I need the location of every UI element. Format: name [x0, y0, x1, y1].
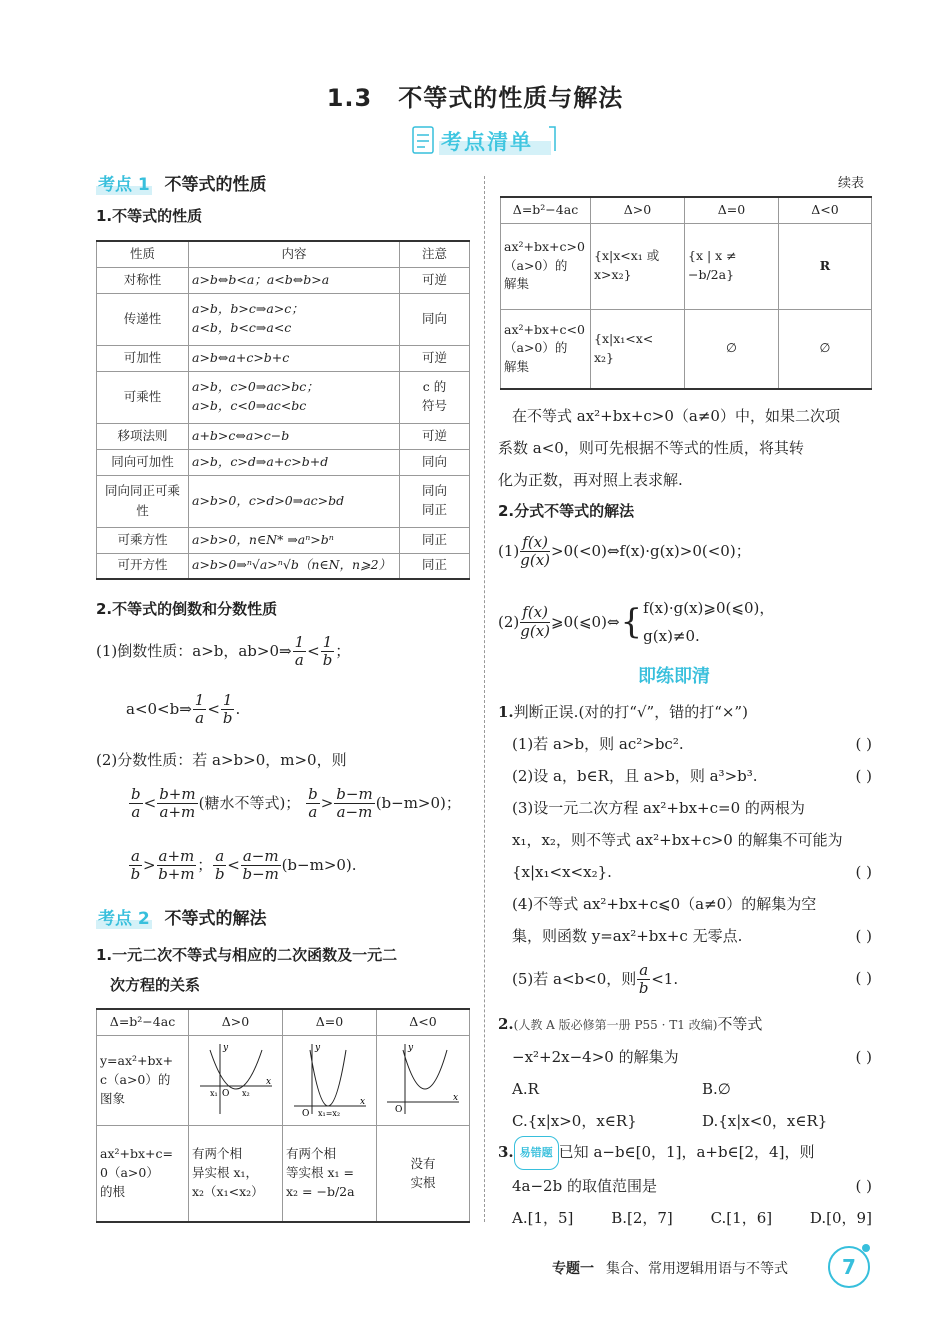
- reciprocal-property: (1)倒数性质：a>b，ab>0⇒ $\frac{1}{a}$ < $\frac{1}{b}$ ；: [96, 633, 351, 670]
- kaodian-2-heading: 考点 2 不等式的解法: [98, 909, 267, 929]
- footer-topic: 专题一 集合、常用逻辑用语与不等式: [552, 1261, 788, 1277]
- kaodian-1-heading: 考点 1 不等式的性质: [98, 175, 267, 195]
- fraction-property-label: (2)分数性质：若 a>b>0，m>0，则: [96, 751, 347, 769]
- sec1-heading: 1.不等式的性质: [96, 207, 203, 225]
- error-prone-badge: 易错题: [514, 1136, 559, 1170]
- column-divider: [484, 176, 485, 1222]
- option-b[interactable]: B.∅: [702, 1080, 731, 1098]
- graph-delta-zero: [283, 1035, 377, 1126]
- section-banner: 考点清单: [411, 123, 557, 157]
- answer-blank[interactable]: ( ): [855, 735, 872, 753]
- option-d[interactable]: D.[0，9]: [809, 1209, 872, 1227]
- solving-paragraph: 在不等式 ax²+bx+c>0（a≠0）中，如果二次项 系数 a<0，则可先根据不等式的性质，将其转 化为正数，再对照上表求解.: [498, 407, 840, 489]
- sec2-heading: 2.不等式的倒数和分数性质: [96, 600, 278, 618]
- svg-text:O: O: [301, 1108, 309, 1118]
- sec3-heading: 1.一元二次不等式与相应的二次函数及一元二 次方程的关系: [96, 946, 398, 994]
- fraction-property-row2: $\frac{a}{b}$ > $\frac{a+m}{b+m}$ ； $\frac{a}{b}$ < $\frac{a-m}{b-m}$ (b−m>0).: [130, 847, 357, 884]
- svg-text:y: y: [314, 1042, 320, 1053]
- fractional-rule-2: (2) $\frac{f(x)}{g(x)}$ ⩾0(⩽0)⇔ { f(x)·g(x)⩾0(⩽0)， g(x)≠0.: [498, 599, 775, 645]
- table-row: 可加性 a>b⇔a+c>b+c 可逆: [97, 345, 470, 371]
- question-3: 3. 易错题 已知 a−b∈[0，1]，a+b∈[2，4]，则 4a−2b 的取值范围是 ( ) A.[1，5] B.[2，7] C.[1，6] D.[0，9]: [498, 1136, 872, 1234]
- table-row: 移项法则 a+b>c⇔a>c−b 可逆: [97, 423, 470, 449]
- option-c[interactable]: C.[1，6]: [710, 1209, 773, 1227]
- svg-text:x₁=x₂: x₁=x₂: [317, 1108, 340, 1118]
- reciprocal-property-2: a<0<b⇒ $\frac{1}{a}$ < $\frac{1}{b}$ .: [126, 691, 241, 728]
- svg-text:y: y: [408, 1042, 414, 1053]
- table-row: 可乘方性 a>b>0，n∈N* ⇒aⁿ>bⁿ 同正: [97, 527, 470, 553]
- question-2: 2.(人教 A 版必修第一册 P55 · T1 改编)不等式 −x²+2x−4>0 的解集为 ( ) A.R B.∅ C.{x|x>0，x∈R} D.{x|x<0，x∈R}: [498, 1008, 872, 1137]
- option-c[interactable]: C.{x|x>0，x∈R}: [512, 1112, 637, 1130]
- table-row: 可乘性 a>b，c>0⇒ac>bc； a>b，c<0⇒ac<bc c 的 符号: [97, 371, 470, 423]
- svg-text:O: O: [221, 1088, 229, 1099]
- table-row: 同向同正可乘性 a>b>0，c>d>0⇒ac>bd 同向 同正: [97, 475, 470, 527]
- page-number: 7: [828, 1246, 870, 1288]
- svg-text:x₂: x₂: [241, 1088, 250, 1098]
- continued-label: 续表: [838, 176, 865, 191]
- svg-text:x: x: [359, 1096, 365, 1107]
- th-content: 内容: [189, 241, 400, 267]
- th-property: 性质: [97, 241, 189, 267]
- properties-table: [96, 240, 470, 580]
- sec4-heading: 2.分式不等式的解法: [498, 502, 635, 520]
- th-note: 注意: [400, 241, 470, 267]
- option-d[interactable]: D.{x|x<0，x∈R}: [702, 1112, 828, 1130]
- answer-blank[interactable]: ( ): [855, 969, 872, 987]
- option-a[interactable]: A.R: [512, 1080, 539, 1098]
- question-1: 1.判断正误.(对的打“√”，错的打“×”) (1)若 a>b，则 ac²>bc². ( ) (2)设 a，b∈R，且 a>b，则 a³>b³. ( ) (3)设一元二次方程 ax²+bx+c=0 的两根为 x₁，x₂，则不等式 ax²+bx+c>0 的解集不可能为 {x|x₁<x<x₂}. ( ) (4)不等式 ax²+bx+c⩽0（a≠0）的解集为空 集，则函数 y=ax²+bx+c 无零点. ( ) (5)若 a<b<0，则 $\frac{a}{b}$ <1. ( ): [498, 703, 872, 998]
- table-row: 对称性 a>b⇔b<a；a<b⇔b>a 可逆: [97, 267, 470, 293]
- parabola-two-roots-graph: [196, 1038, 276, 1118]
- page-dot-icon: [862, 1244, 870, 1252]
- svg-text:x: x: [453, 1092, 459, 1103]
- row-roots-label: ax²+bx+c= 0（a>0） 的根: [97, 1126, 189, 1222]
- parabola-one-root-graph: [290, 1038, 370, 1118]
- table-row: 可开方性 a>b>0⇒ⁿ√a>ⁿ√b（n∈N，n⩾2） 同正: [97, 553, 470, 579]
- graph-delta-negative: [377, 1035, 470, 1126]
- parabola-no-root-graph: [383, 1038, 463, 1118]
- practice-title: 即练即清: [638, 666, 710, 687]
- svg-text:x₁: x₁: [209, 1088, 218, 1098]
- option-b[interactable]: B.[2，7]: [611, 1209, 673, 1227]
- svg-text:y: y: [222, 1042, 228, 1053]
- answer-blank[interactable]: ( ): [855, 1048, 872, 1066]
- table-row: 传递性 a>b，b>c⇒a>c； a<b，b<c⇒a<c 同向: [97, 293, 470, 345]
- table-row: 同向可加性 a>b，c>d⇒a+c>b+d 同向: [97, 449, 470, 475]
- fraction-property-row1: $\frac{b}{a}$ < $\frac{b+m}{a+m}$ (糖水不等式)； $\frac{b}{a}$ > $\frac{b-m}{a-m}$ (b−m>0)；: [131, 785, 461, 822]
- answer-blank[interactable]: ( ): [855, 927, 872, 945]
- continued-table: Δ=b²−4ac Δ>0 Δ=0 Δ<0 ax²+bx+c>0 （a>0）的 解集 {x|x<x₁ 或 x>x₂} {x | x ≠ −b/2a} R ax²+bx+c<0 （a>0）的 解集 {x|x₁<x< x₂} ∅ ∅: [500, 196, 872, 390]
- row-graph-label: y=ax²+bx+ c（a>0）的 图象: [97, 1035, 189, 1126]
- answer-blank[interactable]: ( ): [855, 767, 872, 785]
- fractional-rule-1: (1) $\frac{f(x)}{g(x)}$ >0(<0)⇔f(x)·g(x)>0(<0)；: [498, 533, 751, 570]
- graph-delta-positive: [189, 1035, 283, 1126]
- quadratic-table: Δ=b²−4ac Δ>0 Δ=0 Δ<0 y=ax²+bx+ c（a>0）的 图象 x y x₁ x₂ O x y O x₁=x₂ x y O ax²+bx+c= 0（a>0） 的根 有两个相 异实根 x₁， x₂（x₁<x₂） 有两个相 等实根 x₁ = x₂ = −b/2a 没有 实根: [96, 1008, 470, 1223]
- option-a[interactable]: A.[1，5]: [512, 1209, 574, 1227]
- answer-blank[interactable]: ( ): [855, 863, 872, 881]
- page-title: 1.3 不等式的性质与解法: [326, 84, 624, 112]
- svg-text:O: O: [395, 1104, 403, 1115]
- svg-text:x: x: [265, 1076, 271, 1087]
- answer-blank[interactable]: ( ): [855, 1177, 872, 1195]
